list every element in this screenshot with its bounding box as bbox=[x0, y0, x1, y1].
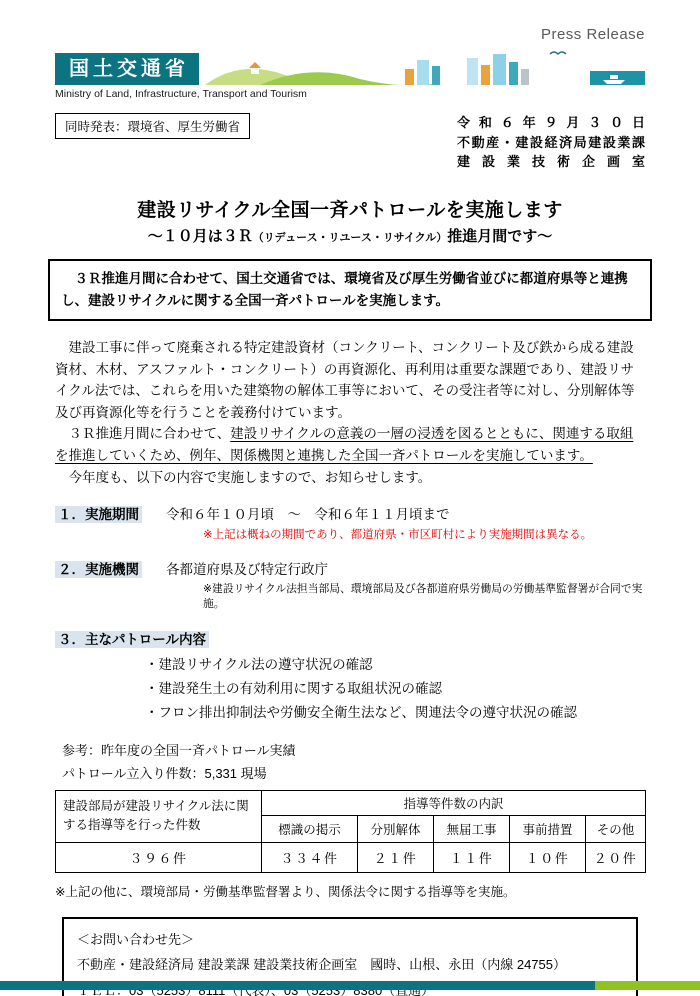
table-value: １１件 bbox=[434, 842, 510, 872]
reference-count: パトロール立入り件数：5,331 現場 bbox=[62, 765, 267, 781]
table-value: ２０件 bbox=[586, 842, 646, 872]
reference-block bbox=[62, 741, 645, 784]
table-column-header: 標識の掲示 bbox=[262, 815, 358, 842]
table-col1-header bbox=[56, 790, 262, 842]
body-paragraph-2 bbox=[55, 423, 645, 466]
table-col1-header-line1: 建設部局が建設リサイクル法に関 bbox=[63, 798, 249, 813]
table-column-header: その他 bbox=[586, 815, 646, 842]
footer-bar-teal bbox=[0, 981, 595, 990]
patrol-item: ・建設発生土の有効利用に関する取組状況の確認 bbox=[145, 680, 442, 696]
p2-underlined-text: 建設リサイクルの意義の一層の浸透を図るとともに、関連する取組を推進していくため、例年、関係機関と連携した全国一斉パトロールを実施しています。 bbox=[55, 426, 634, 463]
table-value: ３３４件 bbox=[262, 842, 358, 872]
contact-line1: 不動産・建設経済局 建設業課 建設業技術企画室 國時、山根、永田（内線 24755） bbox=[77, 957, 566, 973]
table-value: ２１件 bbox=[358, 842, 434, 872]
bureau-name: 不動産・建設経済局建設業課 bbox=[457, 134, 645, 150]
section-1 bbox=[55, 503, 645, 523]
header-illustration bbox=[199, 47, 645, 85]
table-value: １０件 bbox=[510, 842, 586, 872]
section-3 bbox=[55, 628, 645, 648]
section-1-content: 令和６年１０月頃 ～ 令和６年１１月頃まで bbox=[166, 507, 450, 523]
bird-icon bbox=[550, 52, 566, 54]
patrol-results-table bbox=[55, 790, 646, 873]
joint-release-box: 同時発表：環境省、厚生労働省 bbox=[55, 113, 250, 139]
footer-bar-green bbox=[595, 981, 700, 990]
office-name: 建設業技術企画室 bbox=[457, 154, 645, 169]
patrol-item: ・建設リサイクル法の遵守状況の確認 bbox=[145, 656, 373, 672]
meta-row bbox=[55, 113, 645, 172]
footer-bar bbox=[0, 981, 700, 990]
header bbox=[55, 47, 645, 85]
body-text bbox=[55, 337, 645, 488]
table-footnote: ※上記の他に、環境部局・労働基準監督署より、関係法令に関する指導等を実施。 bbox=[55, 884, 516, 899]
section-1-heading: １．実施期間 bbox=[55, 506, 142, 523]
section-2-heading: ２．実施機関 bbox=[55, 561, 142, 578]
table-col1-header-line2: する指導等を行った件数 bbox=[63, 818, 201, 833]
section-2-content: 各都道府県及び特定行政庁 bbox=[166, 562, 328, 578]
section-3-heading: ３．主なパトロール内容 bbox=[55, 631, 209, 648]
ministry-name-en: Ministry of Land, Infrastructure, Transport and Tourism bbox=[55, 88, 307, 100]
subtitle-prefix: ～１０月は３Ｒ bbox=[147, 227, 253, 245]
document-title: 建設リサイクル全国一斉パトロールを実施します bbox=[137, 199, 563, 221]
document-subtitle bbox=[0, 225, 700, 246]
ministry-logo: 国土交通省 bbox=[55, 53, 199, 85]
p2-lead-text: ３Ｒ推進月間に合わせて、 bbox=[55, 426, 231, 442]
section-2-note: ※建設リサイクル法担当部局、環境部局及び各都道府県労働局の労働基準監督署が合同で実施。 bbox=[203, 583, 643, 611]
contact-title: ＜お問い合わせ先＞ bbox=[77, 931, 195, 947]
subtitle-paren: （リデュース・リユース・リサイクル） bbox=[252, 231, 448, 244]
body-paragraph-3: 今年度も、以下の内容で実施しますので、お知らせします。 bbox=[55, 469, 432, 485]
table-column-header: 事前措置 bbox=[510, 815, 586, 842]
patrol-items-list bbox=[145, 653, 645, 725]
release-meta bbox=[457, 113, 645, 172]
body-paragraph-1: 建設工事に伴って廃棄される特定建設資材（コンクリート、コンクリート及び鉄から成る建設資材、木材、アスファルト・コンクリート）の再資源化、再利用は重要な課題であり、建設リサイクル法では、これらを用いた建築物の解体工事等において、その受注者等に対し、分別解体等及び再資源化等を行うことを義務付けています。 bbox=[55, 340, 635, 420]
section-2 bbox=[55, 558, 645, 578]
press-release-label: Press Release bbox=[540, 26, 645, 43]
table-column-header: 分別解体 bbox=[358, 815, 434, 842]
cityscape-illustration-graphic bbox=[205, 47, 645, 85]
table-value-total: ３９６件 bbox=[56, 842, 262, 872]
release-date: 令和６年９月３０日 bbox=[457, 115, 645, 130]
table-group-header: 指導等件数の内訳 bbox=[262, 790, 646, 815]
section-1-note: ※上記は概ねの期間であり、都道府県・市区町村により実施期間は異なる。 bbox=[203, 529, 593, 542]
reference-title: 参考：昨年度の全国一斉パトロール実績 bbox=[62, 742, 296, 758]
subtitle-suffix: 推進月間です～ bbox=[447, 227, 553, 245]
table-column-header: 無届工事 bbox=[434, 815, 510, 842]
summary-box: ３Ｒ推進月間に合わせて、国土交通省では、環境省及び厚生労働省並びに都道府県等と連携し、建設リサイクルに関する全国一斉パトロールを実施します。 bbox=[48, 259, 652, 322]
patrol-item: ・フロン排出抑制法や労働安全衛生法など、関連法令の遵守状況の確認 bbox=[145, 704, 577, 720]
